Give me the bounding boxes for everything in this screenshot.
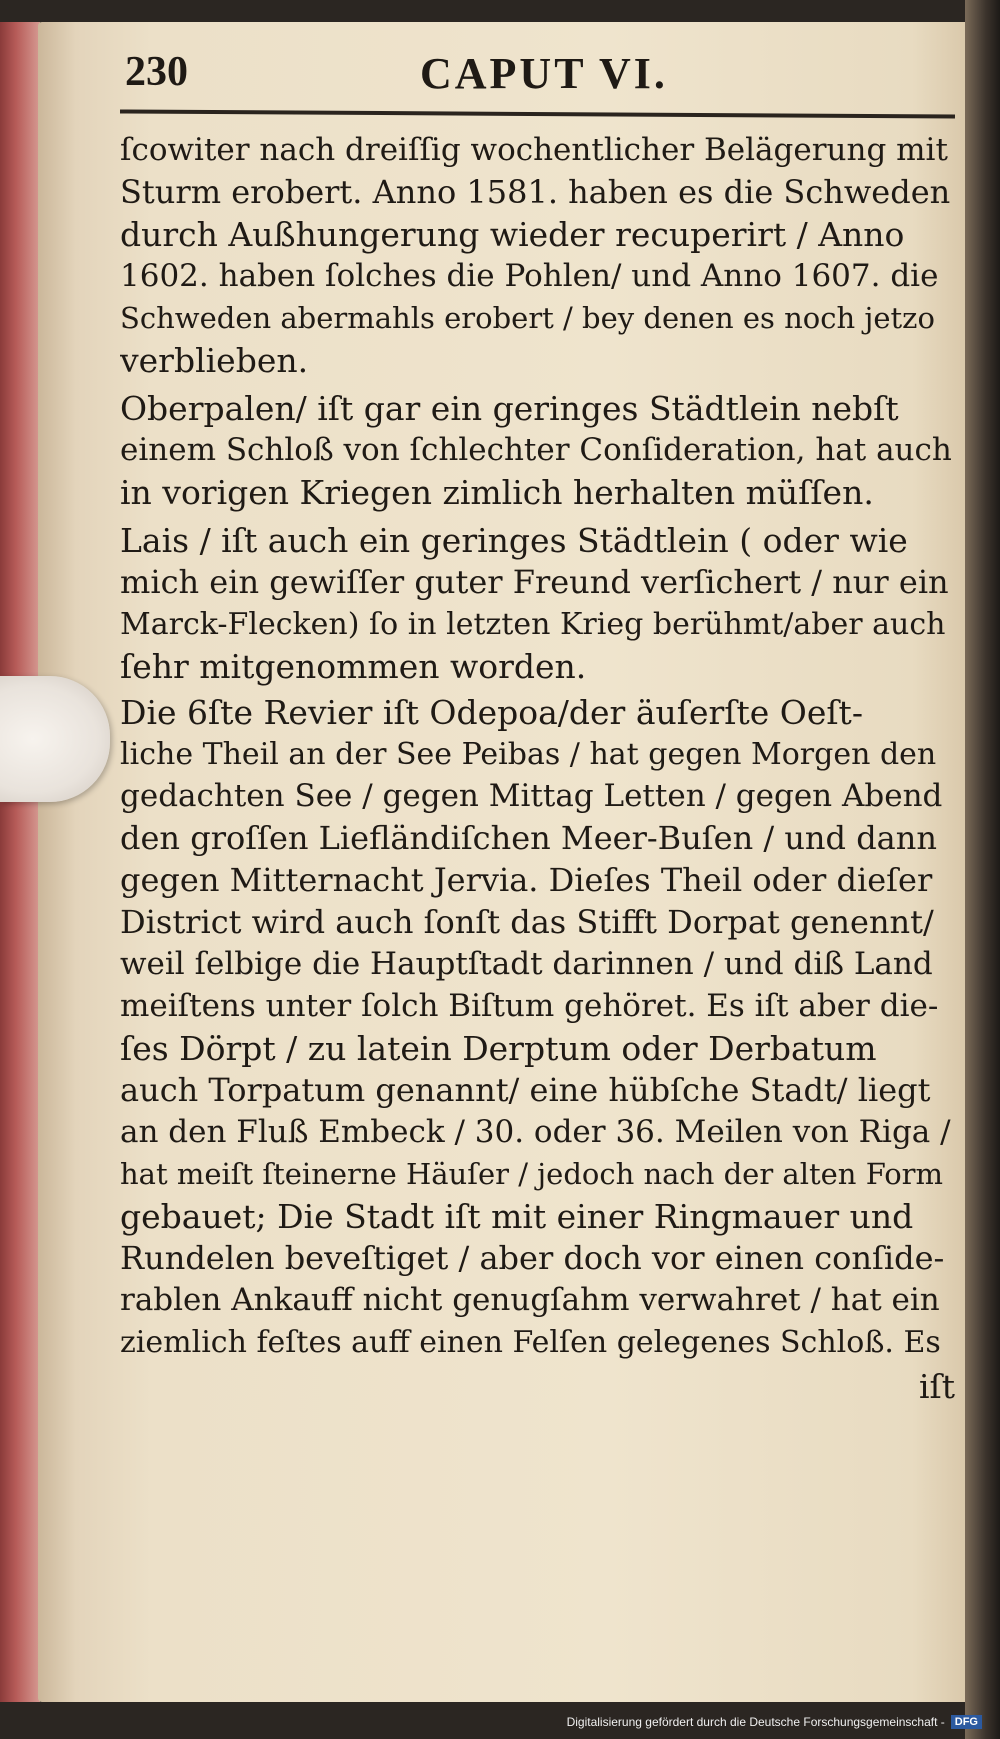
text-line: verblieben. [120, 341, 309, 380]
text-line: Die 6ſte Revier iſt Odepoa/der äuſerſte Oeſt- [120, 693, 863, 732]
page-edge [0, 22, 40, 1702]
text-line: an den Fluß Embeck / 30. oder 36. Meilen von Riga / [120, 1114, 951, 1150]
text-line: gedachten See / gegen Mittag Letten / gegen Abend [120, 778, 943, 814]
text-line: gegen Mitternacht Jervia. Dieſes Theil oder dieſer [120, 861, 933, 899]
chapter-title: CAPUT VI. [420, 49, 668, 98]
page-clip [0, 676, 110, 802]
digitization-footer [567, 1715, 982, 1729]
text-line: hat meiſt ſteinerne Häuſer / jedoch nach der alten Form [120, 1157, 944, 1191]
page-number: 230 [125, 49, 188, 95]
text-line: ſcowiter nach dreiſſig wochentlicher Belägerung mit [120, 132, 948, 168]
text-line: Oberpalen/ iſt gar ein geringes Städtlein nebſt [120, 389, 899, 428]
text-line: ſes Dörpt / zu latein Derptum oder Derbatum [120, 1029, 877, 1068]
text-line: Lais / iſt auch ein geringes Städtlein ( oder wie [120, 521, 908, 560]
text-line: Sturm erobert. Anno 1581. haben es die Schweden [120, 173, 951, 211]
text-line: liche Theil an der See Peibas / hat gegen Morgen den [120, 737, 937, 772]
book-spine-shadow [965, 0, 1000, 1739]
text-line: rablen Ankauff nicht genugſahm verwahret / hat ein [120, 1282, 940, 1318]
text-line: einem Schloß von ſchlechter Conſideration, hat auch [120, 432, 952, 468]
text-line: iſt [918, 1367, 955, 1406]
text-line: auch Torpatum genannt/ eine hübſche Stadt/ liegt [120, 1071, 931, 1109]
footer-text: Digitalisierung gefördert durch die Deutsche Forschungsgemeinschaft - [566, 1715, 945, 1729]
text-line: ſehr mitgenommen worden. [120, 647, 587, 686]
text-line: gebauet; Die Stadt iſt mit einer Ringmauer und [120, 1197, 914, 1236]
text-line: durch Außhungerung wieder recuperirt / Anno [120, 215, 905, 254]
text-line: Schweden abermahls erobert / bey denen es noch jetzo [120, 301, 935, 335]
text-line: Rundelen beveſtiget / aber doch vor einen conſide- [120, 1239, 945, 1277]
page-header [125, 48, 955, 108]
text-line: mich ein gewiſſer guter Freund verſichert / nur ein [120, 563, 949, 601]
text-line: in vorigen Kriegen zimlich herhalten müſſen. [120, 473, 874, 512]
text-line: ziemlich feſtes auff einen Felſen gelegenes Schloß. Es [120, 1325, 941, 1360]
dfg-logo: DFG [951, 1715, 982, 1729]
text-line: den groſſen Liefländiſchen Meer-Buſen / und dann [120, 819, 937, 857]
text-line: District wird auch ſonſt das Stifft Dorpat genennt/ [120, 903, 934, 941]
text-line: weil ſelbige die Hauptſtadt darinnen / und diß Land [120, 946, 933, 982]
text-line: Marck-Flecken) ſo in letzten Krieg berühmt/aber auch [120, 607, 946, 642]
text-line: meiſtens unter ſolch Biſtum gehöret. Es iſt aber die- [120, 988, 939, 1024]
text-line: 1602. haben ſolches die Pohlen/ und Anno 1607. die [120, 258, 939, 294]
